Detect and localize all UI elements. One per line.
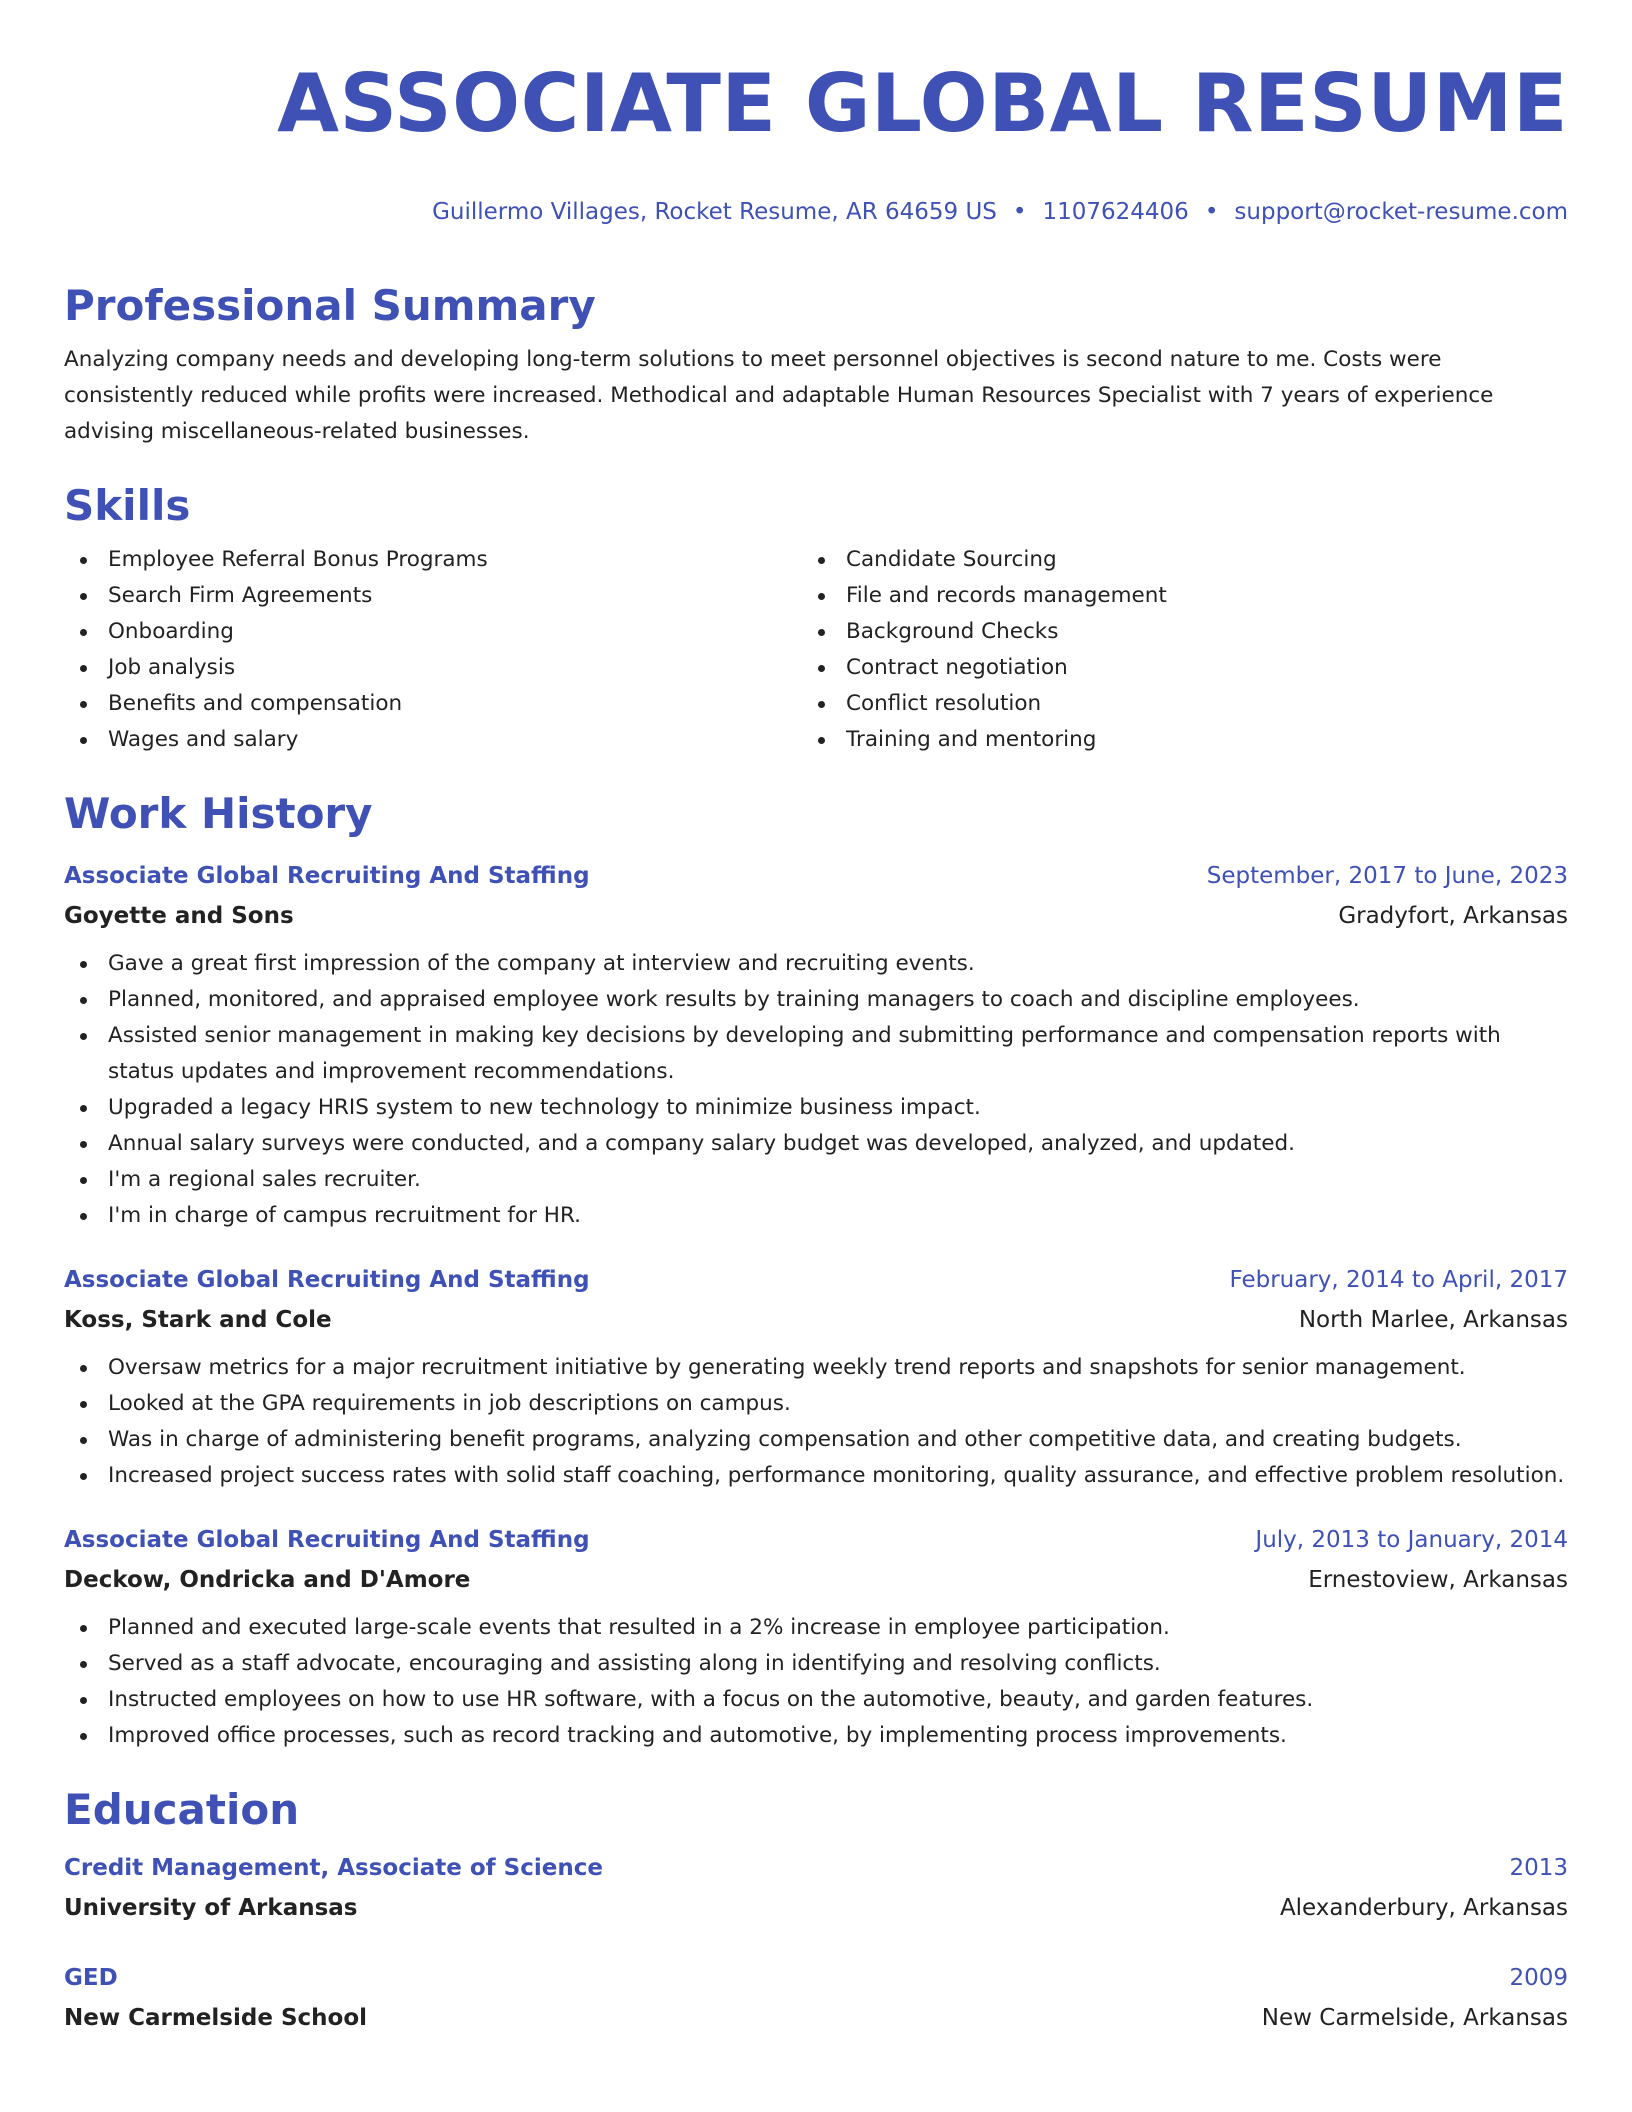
job-company: Goyette and Sons [64,903,294,929]
summary-heading: Professional Summary [64,281,596,330]
job-subheader [64,1560,1568,1600]
education-location: New Carmelside, Arkansas [1261,2005,1568,2031]
education-header [64,1848,1568,1888]
email: support@rocket-resume.com [1234,199,1568,225]
job-dates: September, 2017 to June, 2023 [1206,863,1568,889]
skill-item: Job analysis [64,650,802,686]
job-bullet: Improved office processes, such as record tracking and automotive, by implementing process improvements. [64,1718,1568,1754]
job-entry [64,856,1568,1234]
job-header [64,1520,1568,1560]
job-bullet: Increased project success rates with solid staff coaching, performance monitoring, quality assurance, and effective problem resolution. [64,1458,1568,1494]
job-location: Ernestoview, Arkansas [1308,1567,1568,1593]
job-bullet: Assisted senior management in making key decisions by developing and submitting performance and compensation reports with status updates and improvement recommendations. [64,1018,1568,1090]
job-bullet: Gave a great first impression of the company at interview and recruiting events. [64,946,1568,982]
education-entry [64,1848,1568,1928]
job-bullet: Planned, monitored, and appraised employee work results by training managers to coach and discipline employees. [64,982,1568,1018]
separator: • [1204,199,1219,225]
education-heading: Education [64,1785,300,1834]
job-bullet: Annual salary surveys were conducted, and a company salary budget was developed, analyzed, and updated. [64,1126,1568,1162]
job-company: Deckow, Ondricka and D'Amore [64,1567,471,1593]
resume-title: ASSOCIATE GLOBAL RESUME [277,57,1568,150]
phone: 1107624406 [1042,199,1189,225]
skills-heading: Skills [64,481,191,530]
job-bullet: Looked at the GPA requirements in job descriptions on campus. [64,1386,1568,1422]
skill-item: Contract negotiation [802,650,1540,686]
education-year: 2009 [1509,1965,1568,1991]
skill-item: Wages and salary [64,722,802,758]
education-header [64,1958,1568,1998]
job-subheader [64,896,1568,936]
education-degree: Credit Management, Associate of Science [64,1855,603,1881]
job-company: Koss, Stark and Cole [64,1307,332,1333]
contact-line [64,196,1568,228]
job-header [64,1260,1568,1300]
job-role: Associate Global Recruiting And Staffing [64,863,590,889]
education-subheader [64,1888,1568,1928]
job-bullet: Was in charge of administering benefit programs, analyzing compensation and other competitive data, and creating budgets. [64,1422,1568,1458]
job-entry [64,1260,1568,1494]
job-bullet: Served as a staff advocate, encouraging and assisting along in identifying and resolving conflicts. [64,1646,1568,1682]
job-bullet: I'm in charge of campus recruitment for HR. [64,1198,1568,1234]
job-header [64,856,1568,896]
education-school: University of Arkansas [64,1895,358,1921]
job-role: Associate Global Recruiting And Staffing [64,1527,590,1553]
skill-item: Search Firm Agreements [64,578,802,614]
job-bullets [64,1350,1568,1494]
skills-column-left [64,542,802,758]
education-location: Alexanderbury, Arkansas [1279,1895,1568,1921]
education-school: New Carmelside School [64,2005,367,2031]
job-bullet: I'm a regional sales recruiter. [64,1162,1568,1198]
skill-item: Training and mentoring [802,722,1540,758]
education-year: 2013 [1509,1855,1568,1881]
skills-column-right [802,542,1540,758]
skill-item: Candidate Sourcing [802,542,1540,578]
education-subheader [64,1998,1568,2038]
job-subheader [64,1300,1568,1340]
education-degree: GED [64,1965,118,1991]
skill-item: Benefits and compensation [64,686,802,722]
skill-item: Conflict resolution [802,686,1540,722]
job-bullet: Planned and executed large-scale events that resulted in a 2% increase in employee participation. [64,1610,1568,1646]
summary-text: Analyzing company needs and developing long-term solutions to meet personnel objectives is second nature to me. Costs were consistently reduced while profits were increased. Methodical and adaptable Human Resources Specialist with 7 years of experience advising miscellaneous-related businesses. [64,347,1494,444]
job-bullets [64,946,1568,1234]
skill-item: File and records management [802,578,1540,614]
skills-list [64,542,1568,758]
job-bullet: Instructed employees on how to use HR software, with a focus on the automotive, beauty, and garden features. [64,1682,1568,1718]
job-dates: July, 2013 to January, 2014 [1255,1527,1568,1553]
job-bullet: Upgraded a legacy HRIS system to new technology to minimize business impact. [64,1090,1568,1126]
address: Guillermo Villages, Rocket Resume, AR 64659 US [432,199,997,225]
job-dates: February, 2014 to April, 2017 [1229,1267,1568,1293]
job-entry [64,1520,1568,1754]
job-bullet: Oversaw metrics for a major recruitment initiative by generating weekly trend reports and snapshots for senior management. [64,1350,1568,1386]
education-entry [64,1958,1568,2038]
skill-item: Onboarding [64,614,802,650]
work-history-heading: Work History [64,789,373,838]
skill-item: Background Checks [802,614,1540,650]
job-location: Gradyfort, Arkansas [1338,903,1568,929]
job-location: North Marlee, Arkansas [1298,1307,1568,1333]
job-role: Associate Global Recruiting And Staffing [64,1267,590,1293]
job-bullets [64,1610,1568,1754]
skill-item: Employee Referral Bonus Programs [64,542,802,578]
separator: • [1012,199,1027,225]
